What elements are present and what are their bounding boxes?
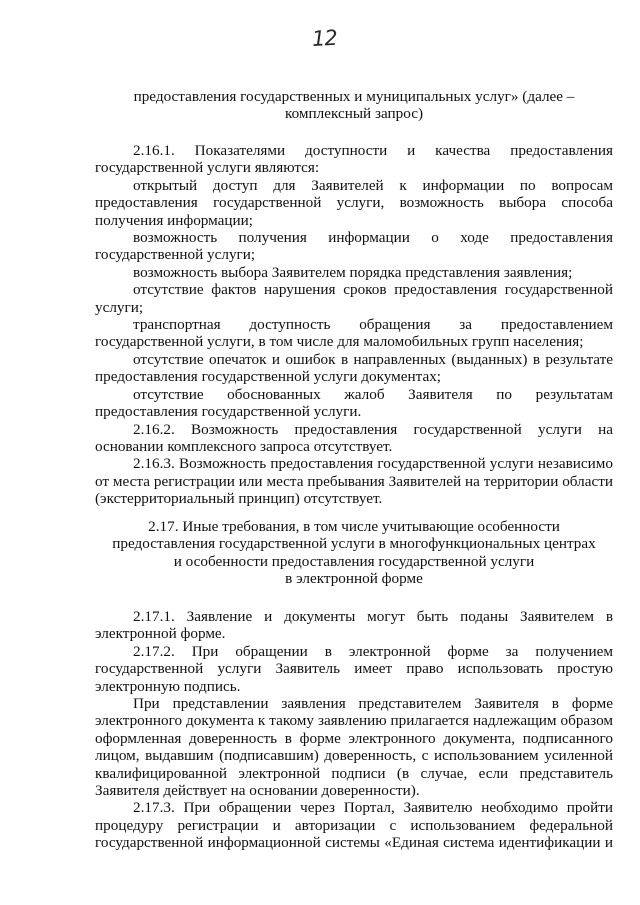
paragraph-2-17-2: 2.17.2. При обращении в электронной форме за получением государственной услуги Заявитель имеет право использовать простую электронную подпись. [95, 642, 613, 695]
paragraph-transport-access: транспортная доступность обращения за предоставлением государственной услуги, в том числе для маломобильных групп населения; [95, 316, 613, 351]
paragraph-progress-info: возможность получения информации о ходе предоставления государственной услуги; [95, 229, 613, 264]
paragraph-no-complaints: отсутствие обоснованных жалоб Заявителя по результатам предоставления государственной услуги. [95, 385, 613, 421]
heading-line-3: и особенности предоставления государственной услуги [173, 552, 535, 570]
section-2-17 [95, 608, 613, 852]
section-2-17-heading [95, 518, 613, 588]
paragraph-2-17-1: 2.17.1. Заявление и документы могут быть поданы Заявителем в электронной форме. [95, 608, 613, 643]
paragraph-2-16-3: 2.16.3. Возможность предоставления государственной услуги независимо от места регистрации или места пребывания Заявителей на территории области (экстерриториальный принцип) отсутствует. [95, 455, 613, 508]
heading-line-1: 2.17. Иные требования, в том числе учитывающие особенности [148, 518, 560, 535]
section-2-16 [95, 142, 613, 508]
paragraph-no-errors: отсутствие опечаток и ошибок в направленных (выданных) в результате предоставления государственной услуги документах; [95, 350, 613, 386]
page-number: 12 [311, 25, 338, 52]
heading-line-4: в электронной форме [285, 570, 423, 588]
intro-line-2: комплексный запрос) [285, 105, 423, 123]
intro-line-1: предоставления государственных и муниципальных услуг» (далее – [133, 88, 575, 105]
paragraph-no-delays: отсутствие фактов нарушения сроков предоставления государственной услуги; [95, 281, 613, 316]
paragraph-2-16-1: 2.16.1. Показателями доступности и качества предоставления государственной услуги являются: [95, 142, 613, 177]
paragraph-open-access: открытый доступ для Заявителей к информации по вопросам предоставления государственной услуги, возможность выбора способа получения информации; [95, 176, 613, 229]
paragraph-2-17-3: 2.17.3. При обращении через Портал, Заявителю необходимо пройти процедуру регистрации и авторизации с использованием федеральной государственной информационной системы «Единая система идентификации и [95, 799, 613, 852]
paragraph-representative: При представлении заявления представителем Заявителя в форме электронного документа к такому заявлению прилагается надлежащим образом оформленная доверенность в форме электронного документа, подписанного лицом, выдавшим (подписавшим) доверенность, с использованием усиленной квалифицированной электронной подписи (в случае, если представитель Заявителя действует на основании доверенности). [95, 695, 613, 800]
intro-heading [95, 88, 613, 123]
paragraph-2-16-2: 2.16.2. Возможность предоставления государственной услуги на основании комплексного запроса отсутствует. [95, 420, 613, 455]
heading-line-2: предоставления государственной услуги в многофункциональных центрах [112, 535, 596, 553]
paragraph-submission-choice: возможность выбора Заявителем порядка представления заявления; [133, 263, 573, 281]
